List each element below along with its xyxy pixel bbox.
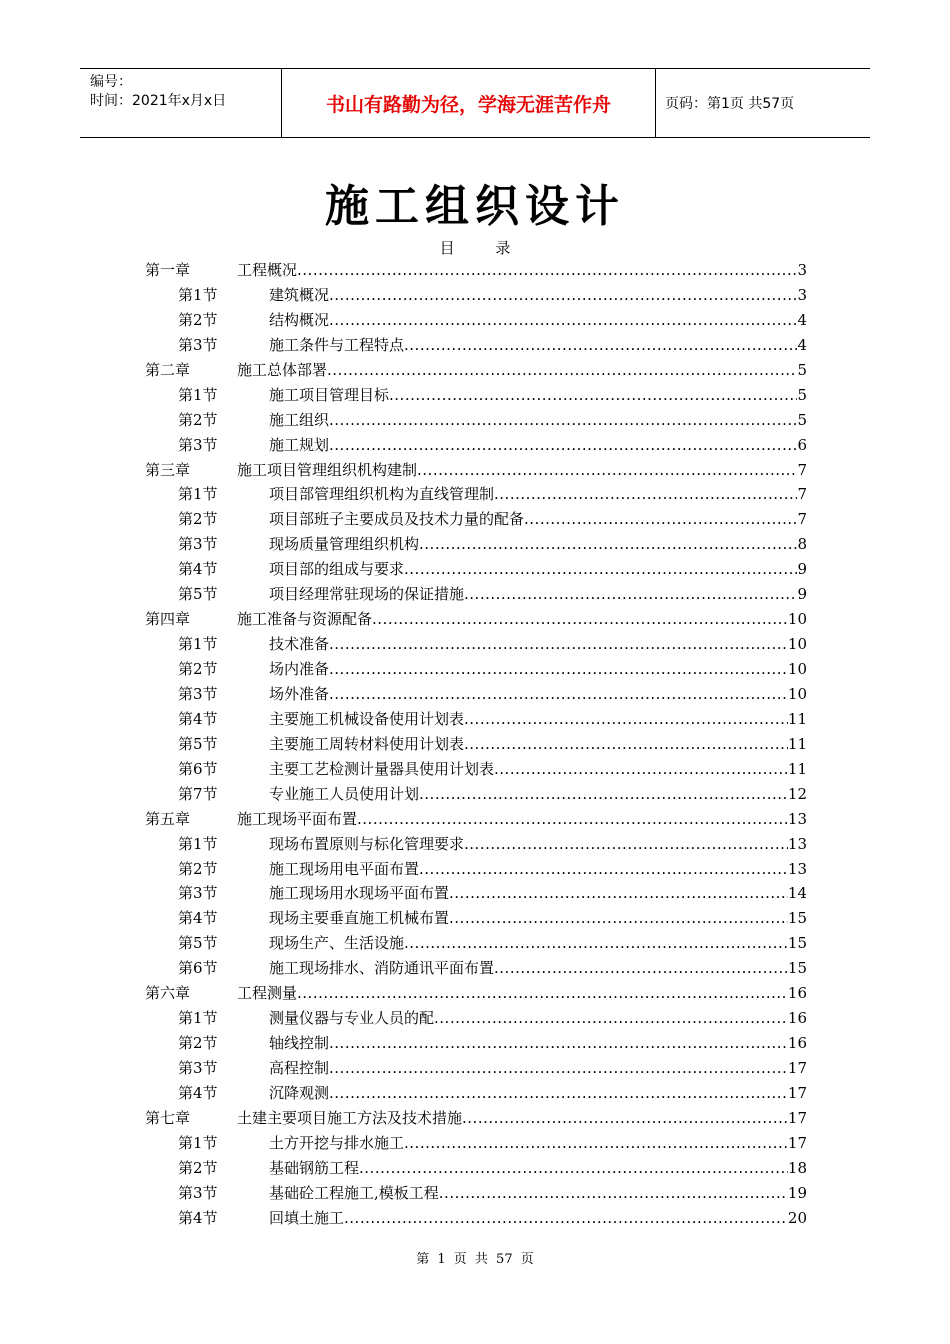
toc-entry-number: 第七章 xyxy=(145,1108,191,1127)
toc-dot-leader xyxy=(419,532,797,557)
toc-entry-title: 沉降观测 xyxy=(269,1083,330,1102)
toc-dot-leader xyxy=(449,881,788,906)
toc-section-entry[interactable] xyxy=(145,1206,807,1231)
toc-section-entry[interactable] xyxy=(145,632,807,657)
toc-entry-page: 7 xyxy=(797,460,807,479)
toc-entry-number: 第六章 xyxy=(145,984,191,1003)
toc-dot-leader xyxy=(462,1106,788,1131)
document-time-label: 时间：2021年x月x日 xyxy=(90,93,227,109)
toc-entry-page: 5 xyxy=(797,410,807,429)
toc-entry-number: 第1节 xyxy=(178,834,218,853)
toc-dot-leader xyxy=(494,956,788,981)
toc-entry-page: 13 xyxy=(787,834,807,853)
toc-entry-number: 第2节 xyxy=(178,510,218,529)
toc-entry-number: 第三章 xyxy=(145,460,191,479)
toc-entry-page: 7 xyxy=(797,485,807,504)
toc-entry-page: 3 xyxy=(797,261,807,279)
toc-entry-title: 专业施工人员使用计划 xyxy=(269,784,420,803)
toc-entry-page: 17 xyxy=(787,1108,807,1127)
toc-entry-page: 15 xyxy=(787,959,807,978)
toc-entry-title: 主要工艺检测计量器具使用计划表 xyxy=(269,759,495,778)
toc-entry-page: 17 xyxy=(787,1059,807,1077)
table-of-contents xyxy=(145,258,807,1231)
toc-chapter-entry[interactable] xyxy=(145,607,807,632)
toc-entry-page: 10 xyxy=(787,684,807,703)
toc-dot-leader xyxy=(359,1156,788,1181)
toc-entry-page: 18 xyxy=(787,1158,807,1177)
toc-entry-title: 基础钢筋工程 xyxy=(269,1158,360,1177)
toc-entry-title: 项目部管理组织机构为直线管理制 xyxy=(269,485,495,504)
toc-dot-leader xyxy=(327,358,797,383)
toc-section-entry[interactable] xyxy=(145,308,807,333)
toc-dot-leader xyxy=(404,557,797,582)
toc-entry-number: 第4节 xyxy=(178,1083,218,1102)
toc-entry-title: 技术准备 xyxy=(269,635,330,654)
toc-section-entry[interactable] xyxy=(145,906,807,931)
toc-section-entry[interactable] xyxy=(145,732,807,757)
toc-entry-title: 项目部的组成与要求 xyxy=(269,560,405,579)
toc-entry-page: 17 xyxy=(787,1133,807,1152)
toc-section-entry[interactable] xyxy=(145,782,807,807)
toc-entry-page: 3 xyxy=(797,285,807,304)
toc-section-entry[interactable] xyxy=(145,482,807,507)
toc-dot-leader xyxy=(329,632,788,657)
toc-entry-page: 15 xyxy=(787,909,807,928)
toc-entry-page: 15 xyxy=(787,934,807,953)
toc-dot-leader xyxy=(404,931,788,956)
page-footer: 第 1 页 共 57 页 xyxy=(416,1252,534,1267)
toc-entry-number: 第1节 xyxy=(178,1133,218,1152)
toc-entry-number: 第1节 xyxy=(178,285,218,304)
toc-entry-number: 第5节 xyxy=(178,734,218,753)
toc-entry-page: 10 xyxy=(787,660,807,678)
toc-dot-leader xyxy=(297,258,797,283)
toc-entry-page: 5 xyxy=(797,360,807,379)
toc-section-entry[interactable] xyxy=(145,1131,807,1156)
toc-entry-page: 9 xyxy=(797,585,807,604)
toc-dot-leader xyxy=(329,408,797,433)
toc-dot-leader xyxy=(464,582,797,607)
toc-dot-leader xyxy=(329,1081,788,1106)
toc-entry-title: 施工总体部署 xyxy=(237,360,328,379)
toc-entry-number: 第4节 xyxy=(178,1208,218,1227)
toc-entry-page: 16 xyxy=(787,1009,807,1028)
toc-section-entry[interactable] xyxy=(145,757,807,782)
toc-entry-title: 高程控制 xyxy=(269,1059,330,1077)
toc-entry-number: 第1节 xyxy=(178,485,218,504)
toc-section-entry[interactable] xyxy=(145,881,807,906)
toc-section-entry[interactable] xyxy=(145,682,807,707)
toc-section-entry[interactable] xyxy=(145,283,807,308)
toc-entry-title: 结构概况 xyxy=(269,310,330,329)
toc-entry-number: 第2节 xyxy=(178,859,218,878)
toc-dot-leader xyxy=(417,458,797,483)
toc-dot-leader xyxy=(449,906,788,931)
toc-entry-title: 施工现场排水、消防通讯平面布置 xyxy=(269,959,495,978)
toc-entry-number: 第5节 xyxy=(178,934,218,953)
toc-dot-leader xyxy=(524,507,797,532)
toc-entry-number: 第一章 xyxy=(145,261,191,279)
toc-entry-page: 10 xyxy=(787,635,807,654)
toc-entry-title: 建筑概况 xyxy=(269,285,330,304)
toc-entry-title: 回填土施工 xyxy=(269,1208,345,1227)
toc-entry-page: 14 xyxy=(787,884,807,903)
toc-dot-leader xyxy=(329,657,788,682)
toc-dot-leader xyxy=(329,283,797,308)
toc-section-entry[interactable] xyxy=(145,931,807,956)
toc-entry-number: 第3节 xyxy=(178,335,218,354)
toc-dot-leader xyxy=(439,1181,788,1206)
header-meta xyxy=(80,69,282,137)
toc-section-entry[interactable] xyxy=(145,333,807,358)
toc-entry-page: 9 xyxy=(797,560,807,579)
toc-entry-number: 第2节 xyxy=(178,660,218,678)
toc-entry-title: 施工组织 xyxy=(269,410,330,429)
toc-dot-leader xyxy=(372,607,788,632)
toc-dot-leader xyxy=(494,482,797,507)
toc-entry-title: 现场质量管理组织机构 xyxy=(269,535,420,554)
toc-entry-number: 第2节 xyxy=(178,410,218,429)
toc-entry-number: 第2节 xyxy=(178,1158,218,1177)
toc-entry-number: 第2节 xyxy=(178,1034,218,1053)
toc-section-entry[interactable] xyxy=(145,532,807,557)
toc-entry-title: 工程测量 xyxy=(237,984,298,1003)
toc-entry-number: 第五章 xyxy=(145,809,191,828)
header-motto: 书山有路勤为径，学海无涯苦作舟 xyxy=(282,69,656,137)
toc-section-entry[interactable] xyxy=(145,1056,807,1081)
toc-entry-title: 工程概况 xyxy=(237,261,298,279)
toc-entry-title: 轴线控制 xyxy=(269,1034,330,1053)
toc-dot-leader xyxy=(329,433,797,458)
toc-section-entry[interactable] xyxy=(145,657,807,682)
toc-entry-title: 现场布置原则与标化管理要求 xyxy=(269,834,465,853)
toc-section-entry[interactable] xyxy=(145,507,807,532)
toc-dot-leader xyxy=(404,1131,788,1156)
toc-dot-leader xyxy=(404,333,797,358)
toc-entry-number: 第4节 xyxy=(178,709,218,728)
toc-entry-number: 第6节 xyxy=(178,759,218,778)
toc-entry-page: 10 xyxy=(787,610,807,629)
toc-dot-leader xyxy=(297,981,788,1006)
toc-section-entry[interactable] xyxy=(145,408,807,433)
toc-entry-page: 8 xyxy=(797,535,807,554)
toc-entry-title: 项目经理常驻现场的保证措施 xyxy=(269,585,465,604)
toc-dot-leader xyxy=(419,782,788,807)
toc-dot-leader xyxy=(434,1006,788,1031)
toc-dot-leader xyxy=(464,832,788,857)
toc-entry-title: 施工项目管理目标 xyxy=(269,385,390,404)
toc-entry-title: 项目部班子主要成员及技术力量的配备 xyxy=(269,510,525,529)
toc-entry-page: 11 xyxy=(787,709,807,728)
toc-entry-page: 4 xyxy=(797,310,807,329)
toc-entry-title: 施工规划 xyxy=(269,435,330,454)
toc-entry-title: 施工准备与资源配备 xyxy=(237,610,373,629)
toc-entry-title: 现场生产、生活设施 xyxy=(269,934,405,953)
toc-entry-page: 6 xyxy=(797,435,807,454)
toc-dot-leader xyxy=(389,383,797,408)
toc-entry-number: 第7节 xyxy=(178,784,218,803)
toc-entry-title: 主要施工周转材料使用计划表 xyxy=(269,734,465,753)
toc-heading: 目 录 xyxy=(439,239,511,257)
toc-chapter-entry[interactable] xyxy=(145,458,807,483)
toc-section-entry[interactable] xyxy=(145,832,807,857)
toc-chapter-entry[interactable] xyxy=(145,1106,807,1131)
header-page-info: 页码：第1页 共57页 xyxy=(665,96,795,112)
toc-dot-leader xyxy=(329,682,788,707)
toc-entry-number: 第3节 xyxy=(178,435,218,454)
toc-entry-title: 土建主要项目施工方法及技术措施 xyxy=(237,1108,463,1127)
toc-entry-page: 5 xyxy=(797,385,807,404)
toc-entry-page: 11 xyxy=(787,759,807,778)
toc-dot-leader xyxy=(344,1206,788,1231)
toc-entry-title: 基础砼工程施工,模板工程 xyxy=(269,1183,439,1202)
toc-dot-leader xyxy=(494,757,788,782)
toc-entry-number: 第1节 xyxy=(178,385,218,404)
toc-section-entry[interactable] xyxy=(145,707,807,732)
toc-entry-title: 施工现场平面布置 xyxy=(237,809,358,828)
toc-entry-title: 施工条件与工程特点 xyxy=(269,335,405,354)
toc-section-entry[interactable] xyxy=(145,1181,807,1206)
toc-entry-number: 第3节 xyxy=(178,884,218,903)
toc-entry-number: 第6节 xyxy=(178,959,218,978)
toc-dot-leader xyxy=(357,807,788,832)
toc-entry-number: 第3节 xyxy=(178,684,218,703)
toc-entry-page: 16 xyxy=(787,1034,807,1053)
toc-chapter-entry[interactable] xyxy=(145,981,807,1006)
toc-entry-number: 第3节 xyxy=(178,1059,218,1077)
toc-entry-number: 第2节 xyxy=(178,310,218,329)
toc-entry-page: 13 xyxy=(787,859,807,878)
toc-entry-page: 13 xyxy=(787,809,807,828)
toc-entry-page: 7 xyxy=(797,510,807,529)
toc-section-entry[interactable] xyxy=(145,557,807,582)
toc-dot-leader xyxy=(464,732,788,757)
toc-entry-title: 施工现场用水现场平面布置 xyxy=(269,884,450,903)
toc-section-entry[interactable] xyxy=(145,383,807,408)
toc-entry-title: 场外准备 xyxy=(269,684,330,703)
toc-entry-title: 施工项目管理组织机构建制 xyxy=(237,460,418,479)
toc-entry-number: 第1节 xyxy=(178,1009,218,1028)
toc-section-entry[interactable] xyxy=(145,1081,807,1106)
toc-entry-number: 第四章 xyxy=(145,610,191,629)
toc-section-entry[interactable] xyxy=(145,1156,807,1181)
toc-dot-leader xyxy=(419,857,788,882)
toc-entry-page: 16 xyxy=(787,984,807,1003)
toc-section-entry[interactable] xyxy=(145,1031,807,1056)
toc-entry-page: 17 xyxy=(787,1083,807,1102)
toc-entry-number: 第4节 xyxy=(178,909,218,928)
document-number-label: 编号： xyxy=(90,74,132,90)
toc-entry-title: 土方开挖与排水施工 xyxy=(269,1133,405,1152)
toc-section-entry[interactable] xyxy=(145,582,807,607)
toc-dot-leader xyxy=(329,1056,788,1081)
toc-entry-page: 4 xyxy=(797,335,807,354)
toc-section-entry[interactable] xyxy=(145,1006,807,1031)
toc-entry-page: 20 xyxy=(787,1208,807,1227)
toc-entry-number: 第3节 xyxy=(178,535,218,554)
page-header xyxy=(80,68,870,138)
toc-section-entry[interactable] xyxy=(145,956,807,981)
toc-chapter-entry[interactable] xyxy=(145,258,807,283)
toc-entry-number: 第3节 xyxy=(178,1183,218,1202)
toc-dot-leader xyxy=(464,707,788,732)
toc-dot-leader xyxy=(329,1031,788,1056)
toc-entry-title: 测量仪器与专业人员的配 xyxy=(269,1009,435,1028)
toc-entry-number: 第5节 xyxy=(178,585,218,604)
toc-entry-page: 11 xyxy=(787,734,807,753)
toc-entry-title: 主要施工机械设备使用计划表 xyxy=(269,709,465,728)
toc-entry-page: 19 xyxy=(787,1183,807,1202)
toc-entry-title: 施工现场用电平面布置 xyxy=(269,859,420,878)
toc-entry-number: 第二章 xyxy=(145,360,191,379)
document-title: 施工组织设计 xyxy=(325,181,625,232)
toc-entry-title: 现场主要垂直施工机械布置 xyxy=(269,909,450,928)
toc-dot-leader xyxy=(329,308,797,333)
toc-section-entry[interactable] xyxy=(145,433,807,458)
toc-section-entry[interactable] xyxy=(145,857,807,882)
toc-entry-number: 第4节 xyxy=(178,560,218,579)
toc-entry-page: 12 xyxy=(787,784,807,803)
toc-entry-number: 第1节 xyxy=(178,635,218,654)
toc-chapter-entry[interactable] xyxy=(145,807,807,832)
toc-chapter-entry[interactable] xyxy=(145,358,807,383)
toc-entry-title: 场内准备 xyxy=(269,660,330,678)
